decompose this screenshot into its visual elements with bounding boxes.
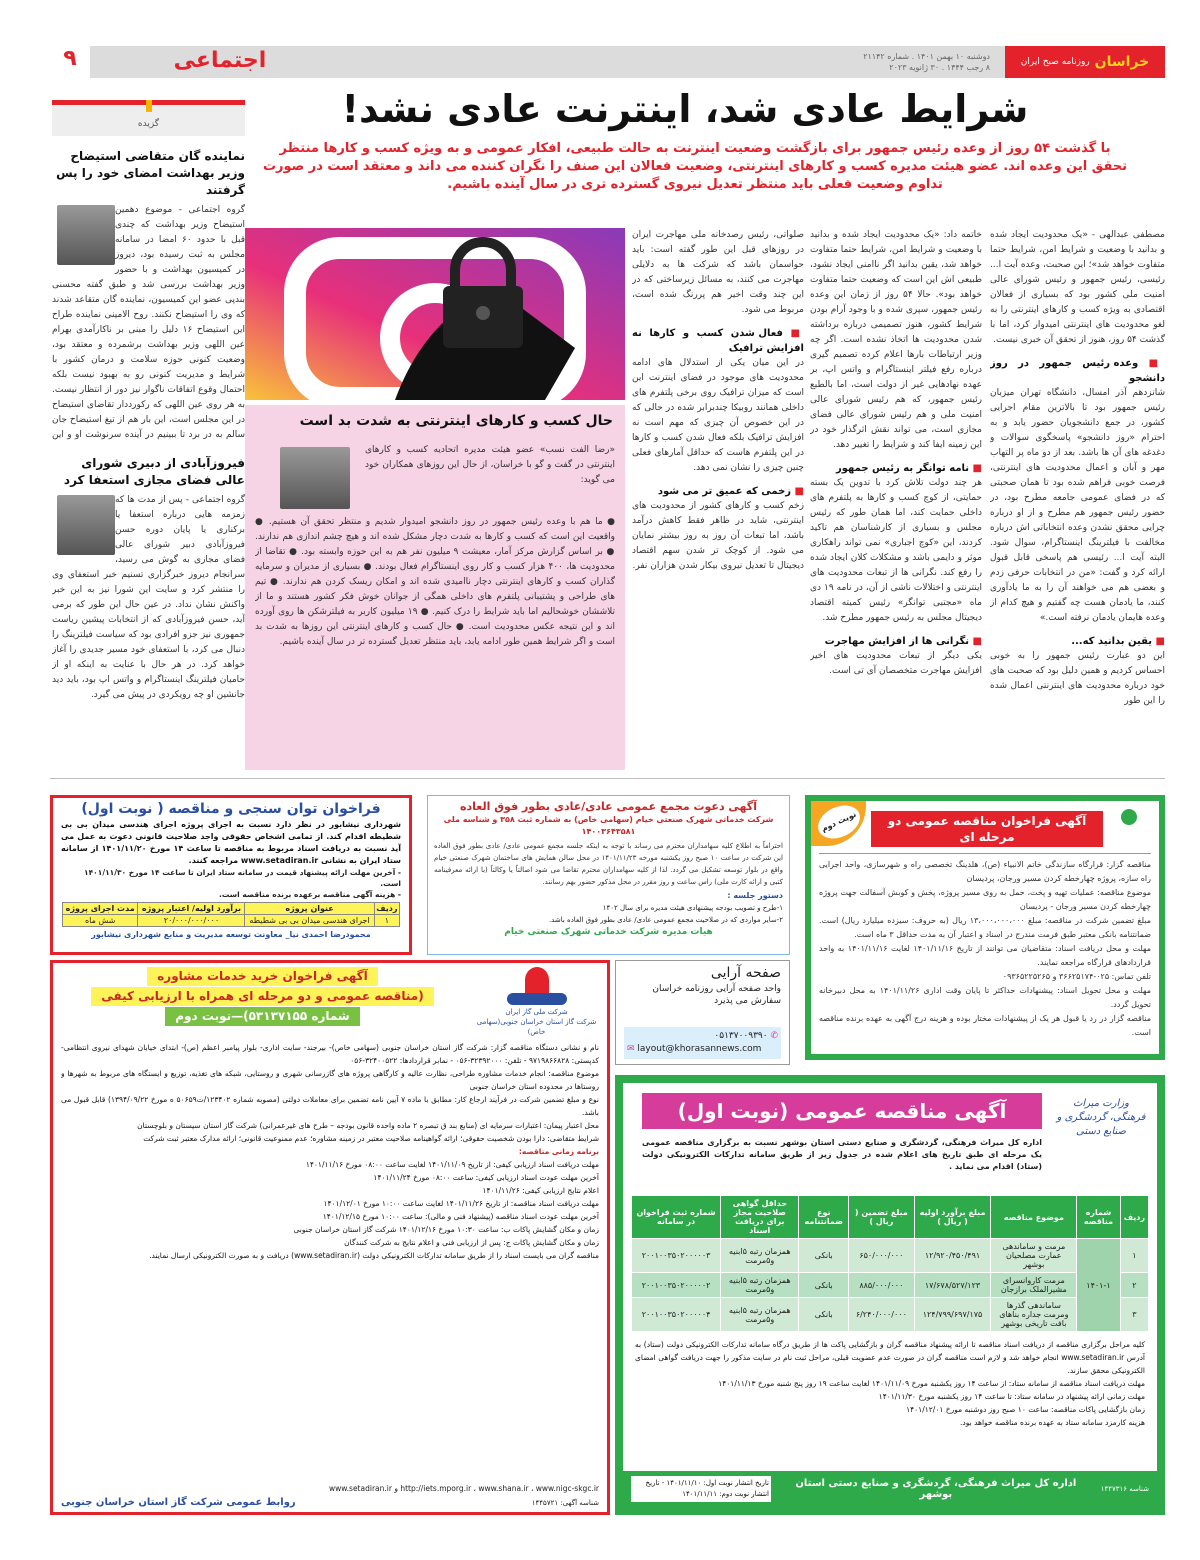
ad-footer — [623, 1471, 1157, 1507]
subheading: ■ نامه توانگر به رئیس جمهور — [810, 461, 982, 476]
interviewee-photo — [280, 447, 350, 509]
ad-code: شناسه آگهی: ۱۴۴۵۷۲۱ — [531, 1498, 599, 1507]
lead-paragraph: با گذشت ۵۴ روز از وعده رئیس جمهور برای بازگشت وضعیت اینترنت به حالت طبیعی، افکار عمومی و به ویژه کسب و کارها منتظر تحقق این وعده اند. عضو هیئت مدیره کسب و کارهای اینترنتی، وضعیت فعالان این صنف را نگران کننده می داند و معتقد است در صورت تداوم وضعیت فعلی باید منتظر تعدیل نیروی گسترده تری در سال آینده باشیم. — [262, 141, 1128, 192]
highlights-label: گزیده — [137, 119, 160, 129]
second-round-badge: نوبت دوم — [813, 799, 866, 845]
ad-line: مبلغ تضمین شرکت در مناقصه: مبلغ ۱۳،۰۰۰،۰۰۰،۰۰۰ ریال (به حروف: سیزده میلیارد ریال) است. ضمانتنامه بانکی معتبر طبق فرمت مندرج در اسناد و اعتبار آن به مدت حداقل ۳ ماه است. — [819, 916, 1151, 939]
org-name: شرکت ملی گاز ایران — [505, 1008, 568, 1016]
assembly-invitation-ad — [427, 795, 790, 955]
table-cell: اجرای هندسی میدان بی بی شطیطه — [245, 915, 374, 927]
article-column-2 — [810, 228, 982, 768]
logo-brand: خراسان — [1094, 54, 1150, 70]
table-cell: ۱ — [374, 915, 399, 927]
sidebar-column — [52, 148, 245, 770]
ad-title: آگهی مناقصه عمومی (نوبت اول) — [642, 1093, 1042, 1129]
instagram-lock-icon — [245, 228, 625, 400]
table-cell: ۶۵۰/۰۰۰/۰۰۰ — [849, 1239, 914, 1273]
sidebar-article-body — [52, 203, 245, 443]
subheading: ■ یقین بدانید که... — [990, 634, 1165, 649]
ad-body: احتراماً به اطلاع کلیه سهامداران محترم می رساند با توجه به اینکه جلسه مجمع عمومی عادی/ عادی بطور فوق العاده این شرکت در ساعت ۱۰ صبح روز یکشنبه مورخه ۱۴۰۱/۱۱/۲۳ در محل سالن همایش های ساختمان شهرک صنعتی خیام واقع در بلوار توسعه تشکیل می گردد. لذا از کلیه سهامداران محترم تقاضا می شود اصالتاً یا وکالتاً (با ارائه معرفینامه کتبی و ارائه کارت ملی) راس ساعت و روز مقرر در محل مذکور حضور بهم رسانند. — [434, 842, 783, 886]
ad-signature: روابط عمومی شرکت گاز استان خراسان جنوبی — [61, 1497, 296, 1508]
ad-line: زمان و مکان گشایش پاکات ج: پس از ارزیابی فنی و اعلام نتایج به شرکت کنندگان — [344, 1238, 599, 1247]
ad-line: مناقصه گران می بایست اسناد را از طریق سامانه تدارکات الکترونیکی دولت (www.setadiran.ir) دریافت و به صورت الکترونیکی ارسال نمایند. — [149, 1251, 599, 1260]
section-title: اجتماعی — [173, 48, 267, 73]
ad-header — [623, 1083, 1157, 1195]
email-icon: ✉ — [627, 1044, 638, 1054]
page-number: ۹ — [50, 46, 90, 78]
table-row — [632, 1273, 1149, 1298]
ad-line: زمان و مکان گشایش پاکات ب: ساعت ۱۰:۳۰ مورخ ۱۴۰۱/۱۲/۱۶ شرکت گاز استان خراسان جنوبی — [293, 1225, 599, 1234]
logo-tagline: روزنامه صبح ایران — [1020, 57, 1090, 67]
ad-subtitle: (مناقصه عمومی و دو مرحله ای همراه با ارزیابی کیفی — [91, 987, 433, 1006]
table-row — [632, 1298, 1149, 1332]
layout-service-box — [615, 960, 790, 1065]
ad-links: www.setadiran.ir و http://iets.mporg.ir ، www.shana.ir ، www.nigc-skgc.ir — [328, 1484, 599, 1493]
sidebar-article-title: نماینده گان متقاضی استیضاح وزیر بهداشت امضای خود را پس گرفتند — [56, 149, 245, 197]
ad-bullet: - هزینه آگهی مناقصه برعهده برنده مناقصه است. — [218, 890, 401, 899]
ad-line: تلفن تماس: ۰۲۵-۳۶۶۲۵۱۷۴ و ۰۹۳۶۵۲۲۵۲۶۵ — [1002, 972, 1151, 981]
table-cell: مرمت و ساماندهی عمارت مصلحیان بوشهر — [991, 1239, 1077, 1273]
phone-number: ۰۵۱۳۷۰۰۹۳۹۰ — [714, 1031, 768, 1041]
subheading: ■ وعده رئیس جمهور در روز دانشجو — [990, 356, 1165, 386]
ad-line: کلیه مراحل برگزاری مناقصه از دریافت اسناد مناقصه تا ارائه پیشنهاد مناقصه گران و بازگشایی پاکت ها از طریق درگاه سامانه تدارکات الکترونیکی دولت (ستاد) به آدرس www.setadiran.ir انجام خواهد شد و لازم است مناقصه گران در صورت عدم عضویت قبلی، مراحل ثبت نام در سایت مذکور را جهت دریافت گواهی امضای الکترونیکی محقق سازند. — [635, 1340, 1145, 1375]
ad-line: برنامه زمانی مناقصه: — [518, 1147, 599, 1156]
ad-body — [819, 853, 1151, 1053]
table-cell: بانکی — [799, 1298, 849, 1332]
paragraph: یکی دیگر از تبعات محدودیت های اخیر افزایش مهاجرت متخصصان آی تی است. — [810, 651, 982, 676]
table-cell: همزمان رتبه ۵ابنیه و۵مرمت — [721, 1298, 799, 1332]
issue-date — [863, 51, 990, 73]
box-title: حال کسب و کارهای اینترنتی به شدت بد است — [299, 413, 613, 429]
layout-title: صفحه آرایی — [710, 965, 781, 981]
sidebar-article-1 — [52, 148, 245, 443]
ad-line: محل اعتبار پیمان: اعتبارات سرمایه ای (منابع بند ق تبصره ۲ ماده واحده قانون بودجه – طرح های غیرعمرانی) شرکت گاز استان سیستان و بلوچستان — [137, 1121, 599, 1130]
highlights-box — [52, 100, 245, 136]
table-header: شماره مناقصه — [1077, 1196, 1121, 1239]
page-header — [50, 46, 1165, 78]
paragraph: صلواتی، رئیس رصدخانه ملی مهاجرت ایران در روزهای قبل این طور گفته است: باید حواسمان باشد که شرکت ها به دلایلی مهاجرت می کنند، به مسائل زیرساختی که در این چند وقت اخیر هم پررنگ شده است، مربوط می شود. — [632, 230, 804, 315]
neyshabur-tender-ad — [50, 795, 412, 955]
tender-ad-khatam — [805, 795, 1165, 1060]
ministry-logo: وزارت میراث فرهنگی، گردشگری و صنایع دستی — [1056, 1098, 1146, 1137]
ad-line: موضوع مناقصه: عملیات تهیه و پخت، حمل به روی مسیر پروژه، پخش و کوبش آسفالت جهت پروژه چهارخطه کردن مسیر ورجان - پردیسان — [819, 888, 1151, 911]
contact-box — [624, 1027, 781, 1059]
ad-subtitle: شرکت خدماتی شهرک صنعتی خیام (سهامی خاص) به شماره ثبت ۳۵۸ و شناسه ملی ۱۴۰۰۳۶۴۳۵۸۱ — [443, 815, 774, 836]
ad-code: شناسه ۱۴۴۷۳۱۶ — [1100, 1485, 1149, 1493]
table-header: عنوان پروژه — [245, 903, 374, 915]
ad-titles — [61, 967, 464, 1026]
paragraph: این دو عبارت رئیس جمهور را به خوبی احساس کردیم و همین دلیل بود که صحبت های خود درباره محدودیت های اینترنتی اعمال شده را این طور — [990, 651, 1165, 706]
ad-line: شرایط متقاضی: دارا بودن شخصیت حقوقی؛ ارائه گواهینامه صلاحیت معتبر در زمینه مشاوره؛ عدم ممنوعیت قانونی؛ ارائه مدارک معتبر ثبت شرکت — [143, 1134, 599, 1143]
table-cell: بانکی — [799, 1239, 849, 1273]
ad-line: مناقصه گزار در رد یا قبول هر یک از پیشنهادات مختار بوده و هزینه درج آگهی به عهده برنده مناقصه است. — [819, 1014, 1151, 1037]
ad-subtitle: شماره ۵۳۱۳۷۱۵۵)—نوبت دوم — [165, 1007, 359, 1026]
paragraph: زخم کسب و کارهای کشور از محدودیت های اینترنتی، شاید در ظاهر فقط کاهش درآمد باشد، اما تبعات آن روز به روز بیشتر نمایان می شود. از کوچک تر شدن سهم اقتصاد دیجیتال تا تعدیل نیروی بیکار شدن هزاران نفر. — [632, 501, 804, 571]
ad-line: مهلت زمانی ارائه پیشنهاد در سامانه ستاد: تا ساعت ۱۴ روز یکشنبه مورخ ۱۴۰۱/۱۱/۳۰ — [878, 1392, 1145, 1401]
subheading: ■ فعال شدن کسب و کارها نه افزایش ترافیک — [632, 326, 804, 356]
ad-line: نام و نشانی دستگاه مناقصه گزار: شرکت گاز استان خراسان جنوبی (سهامی خاص)- بیرجند- سایت اداری- بلوار پیامبر اعظم (ص)- ابتدای خیابان شهدای نیروی انتظامی- کدپستی: ۹۷۱۹۸۶۶۸۲۸ - تلفن: ۳۲۳۹۲۰۰۰-۰۵۶ - نمابر قراردادها: ۳۲۴۰۰۵۲۲-۰۵۶ — [61, 1043, 599, 1065]
table-header: شماره ثبت فراخوان در سامانه — [632, 1196, 721, 1239]
tender-table — [631, 1195, 1149, 1332]
khatam-logo — [1107, 809, 1151, 849]
date-line: دوشنبه ۱۰ بهمن ۱۴۰۱ . شماره ۲۱۱۴۲ — [863, 52, 990, 61]
ad-signature: اداره کل میراث فرهنگی، گردشگری و صنایع دستی استان بوشهر — [795, 1478, 1077, 1500]
paragraph: خاتمه داد: «یک محدودیت ایجاد شده و بدانید با وضعیت و شرایط امن، شرایط حتما متفاوت خواهد شد، یقین بدانید اگر ناامنی ایجاد نشود، طبیعی اش این است که وضعیت حتما متفاوت خواهد بود». حالا ۵۴ روز از زمان این وعده رئیس جمهور، سپری شده و با وجود آرام بودن شرایط کشور، هنوز تصمیمی درباره برداشته شدن محدودیت ها اتخاذ نشده است. اگر چه وزیر ارتباطات بارها اعلام کرده تصمیم گیری درباره رفع فیلتر اینستاگرام و واتس اپ، بر عهده نهادهایی غیر از دولت است، اما بالطبع رئیس جمهور، که هم رئیس شورای عالی امنیت ملی و هم رئیس شورای عالی فضای مجازی است، می تواند نقش اثرگذار خود در این زمینه ایفا کند و شرایط را تغییر دهد. — [810, 230, 982, 450]
phone-icon: ✆ — [767, 1031, 778, 1041]
table-header: برآورد اولیه/ اعتبار پروژه — [138, 903, 245, 915]
project-table — [62, 902, 400, 927]
email-link[interactable]: layout@khorasannews.com — [637, 1044, 762, 1054]
ad-intro: اداره کل میراث فرهنگی، گردشگری و صنایع دستی استان بوشهر نسبت به برگزاری مناقصه عمومی یک مرحله ای طبق تاریخ های اعلام شده در جدول زیر از طریق سامانه تدارکات الکترونیکی دولت (ستاد) اقدام می نماید . — [642, 1138, 1042, 1171]
ad-title: آگهی فراخوان خرید خدمات مشاوره — [147, 967, 378, 986]
table-cell: ۱ — [1120, 1239, 1148, 1273]
table-cell: همزمان رتبه ۵ابنیه و۵مرمت — [721, 1273, 799, 1298]
table-row — [62, 915, 399, 927]
firouzabadi-photo — [57, 495, 115, 555]
gas-company-logo — [474, 967, 599, 1037]
table-cell: ۱۷/۶۷۸/۵۲۷/۱۲۳ — [914, 1273, 991, 1298]
minister-photo — [57, 205, 115, 265]
table-cell: ساماندهی گذرها ومرمت جداره بناهای بافت تاریخی بوشهر — [991, 1298, 1077, 1332]
table-cell: ۲۰۰۱۰۰۳۵۰۲۰۰۰۰۰۲ — [632, 1273, 721, 1298]
layout-body: واحد صفحه آرایی روزنامه خراسان سفارش می پذیرد — [652, 984, 781, 1006]
subheading: ■ نگرانی ها از افزایش مهاجرت — [810, 634, 982, 649]
table-cell: ۱۲/۹۲۰/۴۵۰/۴۹۱ — [914, 1239, 991, 1273]
org-name: شرکت گاز استان خراسان جنوبی(سهامی خاص) — [476, 1018, 597, 1036]
date-line: ۸ رجب ۱۴۴۴ . ۳۰ ژانویه ۲۰۲۳ — [889, 63, 990, 72]
interview-box — [245, 405, 625, 770]
paragraph: گروه اجتماعی - پس از مدت ها که زمزمه هایی درباره استعفا یا برکناری یا پایان دوره حسن فیروزآبادی دبیر شورای عالی فضای مجازی به گوش می رسید، سرانجام دیروز خبرگزاری تسنیم خبر استعفای وی را منتشر کرد و سایت این شورا نیز به این خبر واکنش نشان نداد. در عین حال این طور که برمی آید، حسن فیروزآبادی که از انتخابات پیشین ریاست جمهوری نیز جزو افرادی بود که سیاست فیلترینگ را دنبال می کرد، با استعفای خود مسیر جدیدی را آغاز خواهد کرد. در هر حال با عنایت به اینکه او از حامیان فیلترینگ اینستاگرام و واتس اپ بود، باید دید جانشین او چه رویکردی در پیش می گیرد. — [52, 495, 245, 700]
table-cell: ۶/۲۴۰/۰۰۰/۰۰۰ — [849, 1298, 914, 1332]
table-header: نوع ضمانتنامه — [799, 1196, 849, 1239]
table-cell: شش ماه — [62, 915, 138, 927]
gas-company-tender-ad — [50, 960, 610, 1515]
table-header: مبلغ تضمین ( ریال ) — [849, 1196, 914, 1239]
paragraph: گروه اجتماعی - موضوع دهمین استیضاح وزیر بهداشت که چندی قبل با حدود ۶۰ امضا در سامانه مجلس به ثبت رسیده بود، دیروز در کمیسیون بهداشت و با حضور وزیر بهداشت بررسی شد و طبق گفته محسنی بندپی عضو این کمیسیون، نماینده گان متقاعد شدند که وی را استیضاح نکنند. روح الامینی نماینده طراح این استیضاح ۱۶ دلیل را مبنی بر ناکارآمدی بهرام عین اللهی وزیر بهداشت برشمرده و معتقد بود، وضعیت کنونی حوزه سلامت و درمان کشور با شرایط و مدیریت کنونی رو به بهبود نیست بلکه احتمال وقوع اتفاقات ناگوار نیز دور از انتظار نیست. به هر روی عین اللهی که رکورددار تقاضای استیضاح در این مجلس است، این بار هم از تیغ استیضاح جان سالم به در برد تا ببینیم در آینده سرنوشت او و این — [52, 205, 245, 440]
newspaper-logo — [1005, 46, 1165, 78]
subheading: ■ زخمی که عمیق تر می شود — [632, 484, 804, 499]
ad-bullet: - آخرین مهلت ارائه پیشنهاد قیمت در سامانه ستاد ایران تا ساعت ۱۴ مورخ ۱۴۰۱/۱۱/۳۰ است. — [84, 868, 401, 888]
agenda-label: دستور جلسه : — [727, 891, 783, 900]
table-header: مدت اجرای پروژه — [62, 903, 138, 915]
table-cell: ۲۰/۰۰۰/۰۰۰/۰۰۰ — [138, 915, 245, 927]
paragraph: در این میان یکی از استدلال های ادامه محدودیت های موجود در فضای اینترنت این است که میزان ترافیک روی برخی پلتفرم های داخلی همانند روبیکا چندبرابر شده در حالی که در این خصوص آن چیزی که مهم است نه افزایش ترافیک بلکه فعال شدن کسب و کارها در این پلتفرم هاست که حداقل آمارهای فعلی چنین چیزی را نشان نمی دهد. — [632, 358, 804, 473]
ad-header — [61, 967, 599, 1037]
box-intro: «رضا الفت نسب» عضو هیئت مدیره اتحادیه کسب و کارهای اینترنتی در گفت و گو با خراسان، از حال این روزهای همکاران خود می گوید: — [365, 445, 615, 485]
table-cell: ۳ — [1120, 1298, 1148, 1332]
ad-line: مهلت و محل تحویل اسناد: پیشنهادات حداکثر تا پایان وقت اداری ۱۴۰۱/۱۱/۲۶ به محل دبیرخانه تحویل گردد. — [819, 986, 1151, 1009]
table-cell: بانکی — [799, 1273, 849, 1298]
sidebar-article-title: فیروزآبادی از دبیری شورای عالی فضای مجازی استعفا کرد — [63, 456, 245, 487]
ad-line: مهلت دریافت اسناد ارزیابی کیفی: از تاریخ ۱۴۰۱/۱۱/۰۹ لغایت ساعت ۰۸:۰۰ مورخ ۱۴۰۱/۱۱/۱۶ — [305, 1160, 599, 1169]
ad-line: اعلام نتایج ارزیابی کیفی: ۱۴۰۱/۱۱/۲۶ — [482, 1186, 599, 1195]
table-header: ردیف — [374, 903, 399, 915]
heritage-tender-ad — [615, 1075, 1165, 1515]
table-cell: ۲۰۰۱۰۰۳۵۰۲۰۰۰۰۰۴ — [632, 1298, 721, 1332]
article-column-1 — [990, 228, 1165, 768]
ad-body: شهرداری نیشابور در نظر دارد نسبت به اجرای پروژه اجرای هندسی میدان بی بی شطیطه اقدام کند. از تمامی اشخاص حقوقی واجد صلاحیت قانونی دعوت به عمل می آید نسبت به دریافت اسناد مربوط به مناقصه تا ساعت ۱۴ مورخ ۱۴۰۱/۱۱/۲۰ از سامانه ستاد ایران به نشانی www.setadiran.ir مراجعه کنند. — [61, 820, 402, 865]
publish-dates: تاریخ انتشار نوبت اول: ۱۴۰۱/۱۱/۱۰ - تاریخ انتشار نوبت دوم: ۱۴۰۱/۱۱/۱۱ — [631, 1476, 771, 1502]
table-cell: همزمان رتبه ۵ابنیه و۵مرمت — [721, 1239, 799, 1273]
ad-body — [61, 1041, 599, 1483]
ad-signature: محمودرضا احمدی نیا_ معاونت توسعه مدیریت و منابع شهرداری نیشابور — [91, 930, 371, 939]
table-header: موضوع مناقصه — [991, 1196, 1077, 1239]
paragraph: شانزدهم آذر امسال، دانشگاه تهران میزبان رئیس جمهور بود تا بالاترین مقام اجرایی کشور، در جمع دانشجویان حضور یابد و به احترام «روز دانشجو» پاسخگوی سوالات و دغدغه های آن ها باشد. بعد از دو ماه پر التهاب مهر و آبان و اعمال محدودیت های اینترنتی، فرصت خوبی فراهم شده بود تا همان صحبتی که در فضای عمومی جامعه مطرح بود، در حضور رئیس جمهور هم مطرح و از او درباره چرایی محقق نشدن وعده انتخاباتی اش درباره مخالفت با فیلترینگ اینستاگرام، سوال شود. البته آیت ا... رئیسی هم پاسخی قابل قبول ارائه کرد و گفت: «من در انتخابات حرفی زدم و بعضی هم می خواهند آن را به ما یادآوری کنند، ما یادمان هست چه گفتیم و هیچ کدام از وعده هایمان یادمان نرفته است.» — [990, 388, 1165, 623]
box-body: ● ما هم با وعده رئیس جمهور در روز دانشجو امیدوار شدیم و منتظر تحقق آن هستیم. ● واقعیت این است که کسب و کارها به شدت دچار مشکل شده اند و هیچ چشم اندازی هم ندارند. ● بر اساس گزارش مرکز آمار، معیشت ۹ میلیون نفر هم به این حوزه وابسته بود. ● تقاضا از محدودیت ها، ۴۰۰ هزار کسب و کار روی اینستاگرام فعال بودند. ● بسیاری از مدیران و سرمایه گذاران کسب و کارهای اینترنتی دچار ناامیدی شده اند و امکان ریسک کردن هم ندارند. ● تیم های طراحی و پشتیبانی پلتفرم های داخلی همگی از جوانان خوش فکر کشور هستند و ما از تلاششان خوشحالیم اما باید شرایط را درک کنیم. ● ۱۹ میلیون کاربر به فیلترشکن ها روی آورده اند و این نتیجه عکس محدودیت است. ● حال کسب و کارهای اینترنتی این روزها به شدت بد است و اگر شرایط همین طور ادامه یابد، باید منتظر تعدیل گسترده تر در سال آینده باشیم. — [255, 517, 615, 647]
ad-line: زمان بازگشایی پاکات مناقصه: ساعت ۱۰ صبح روز دوشنبه مورخ ۱۴۰۱/۱۲/۰۱ — [906, 1405, 1145, 1414]
agenda-item: ۱-طرح و تصویب بودجه پیشنهادی هیئت مدیره برای سال ۱۴۰۲ — [602, 904, 783, 912]
ad-line: نوع و مبلغ تضمین شرکت در فرآیند ارجاع کار: مطابق با ماده ۷ آیین نامه تضمین برای معاملات دولتی (مصوبه شماره ۱۲۳۴۰۲/ت۵۰۶۵۹ ه مورخ ۱۳۹۴/۰۹/۲۲) قابل قبول می باشد. — [61, 1095, 599, 1117]
sidebar-article-2 — [52, 455, 245, 770]
ad-line: مناقصه گزار: قرارگاه سازندگی خاتم الانبیاء (ص)، هلدینگ تخصصی راه و شهرسازی، واحد اجرایی راه سازه، پروژه چهارخطه کردن مسیر ورجان، پردیسان — [819, 860, 1151, 883]
table-header: مبلغ برآورد اولیه ( ریال ) — [914, 1196, 991, 1239]
table-cell: ۱۲۴/۷۹۹/۶۹۷/۱۷۵ — [914, 1298, 991, 1332]
article-column-3 — [632, 228, 804, 768]
ad-line: هزینه کارمزد سامانه ستاد به عهده برنده مناقصه خواهد بود. — [960, 1418, 1145, 1427]
divider — [50, 778, 1165, 779]
paragraph: هر چند دولت تلاش کرد با تدوین یک بسته حمایتی، از کوچ کسب و کارها به پلتفرم های داخلی حمایت کند، اما همان طور که رئیس مجلس و بسیاری از کارشناسان هم تاکید کردند، این «کوچ اجباری» نمی تواند راهکاری موثر و دایمی باشد و مشکلات کلان ایجاد شده را رفع کند. نگرانی ها از تبعات محدودیت های اینترنتی و اختلالات ناشی از آن، در نامه ۱۹ دی ماه «مجتبی توانگر» رئیس کمیته اقتصاد دیجیتال مجلس به رئیس جمهور مطرح شد. — [810, 478, 982, 623]
ad-title: فراخوان توان سنجی و مناقصه ( نوبت اول) — [81, 801, 381, 817]
ad-line: موضوع مناقصه: انجام خدمات مشاوره طراحی، نظارت عالیه و کارگاهی پروژه های گازرسانی شهری و روستایی، شبکه های تغذیه، توزیع و ایستگاه های مربوط به شهرها و روستاها در محدوده استان خراسان جنوبی — [61, 1069, 599, 1091]
table-cell: مرمت کاروانسرای مشیرالملک برازجان — [991, 1273, 1077, 1298]
table-header: ردیف — [1120, 1196, 1148, 1239]
main-headline: شرایط عادی شد، اینترنت عادی نشد! — [341, 87, 1029, 131]
table-cell: ۱۴۰۱-۱ — [1077, 1239, 1121, 1332]
sidebar-article-body — [52, 493, 245, 770]
ad-footer — [61, 1497, 599, 1508]
ad-signature: هیات مدیره شرکت خدماتی شهرک صنعتی خیام — [504, 927, 713, 937]
table-cell: ۲۰۰۱۰۰۳۵۰۲۰۰۰۰۰۳ — [632, 1239, 721, 1273]
ad-line: مهلت و محل دریافت اسناد: متقاضیان می توانند از تاریخ ۱۴۰۱/۱۱/۱۶ لغایت ۱۴۰۱/۱۱/۱۶ به واحد قراردادهای قرارگاه مراجعه نمایند. — [819, 944, 1151, 967]
instagram-lock-image — [245, 228, 625, 400]
ad-title: آگهی دعوت مجمع عمومی عادی/عادی بطور فوق العاده — [460, 800, 757, 813]
ad-line: آخرین مهلت عودت اسناد مناقصه (پیشنهاد فنی و مالی): ساعت ۱۰:۰۰ مورخ ۱۴۰۱/۱۲/۱۵ — [322, 1212, 599, 1221]
table-cell: ۲ — [1120, 1273, 1148, 1298]
paragraph: مصطفی عبدالهی - «یک محدودیت ایجاد شده و بدانید با وضعیت و شرایط امن، شرایط حتما متفاوت خواهد شد»؛ این صحبت، وعده آیت ا... رئیسی، رئیس جمهور و رئیس شورای عالی امنیت ملی کشور بود که بسیاری از فعالان اقتصادی به ویژه کسب و کارهای اینترنتی را به لغو محدودیت های اینترنتی امیدوار کرد، اما با گذشت ۵۴ روز، هنوز از تحقق آن خبری نیست. — [990, 230, 1165, 345]
ad-notes — [635, 1338, 1145, 1467]
ad-line: مهلت دریافت اسناد مناقصه از سامانه ستاد: از ساعت ۱۴ روز یکشنبه مورخ ۱۴۰۱/۱۱/۰۹ لغایت ساعت ۱۹ روز پنج شنبه مورخ ۱۴۰۱/۱۱/۱۳ — [718, 1379, 1145, 1388]
table-cell: ۸۸۵/۰۰۰/۰۰۰ — [849, 1273, 914, 1298]
agenda-item: ۲-سایر مواردی که در صلاحیت مجمع عمومی عادی/ عادی بطور فوق العاده باشد. — [548, 916, 783, 924]
ad-line: مهلت دریافت اسناد مناقصه: از تاریخ ۱۴۰۱/۱۱/۲۶ لغایت ساعت ۱۰:۰۰ مورخ ۱۴۰۱/۱۲/۰۱ — [323, 1199, 599, 1208]
table-header: حداقل گواهی صلاحیت مجاز برای دریافت اسناد — [721, 1196, 799, 1239]
ad-line: آخرین مهلت عودت اسناد ارزیابی کیفی: ساعت ۰۸:۰۰ مورخ ۱۴۰۱/۱۱/۲۴ — [373, 1173, 599, 1182]
ad-title: آگهی فراخوان مناقصه عمومی دو مرحله ای — [871, 811, 1103, 847]
table-row — [632, 1239, 1149, 1273]
flame-icon — [525, 967, 549, 993]
